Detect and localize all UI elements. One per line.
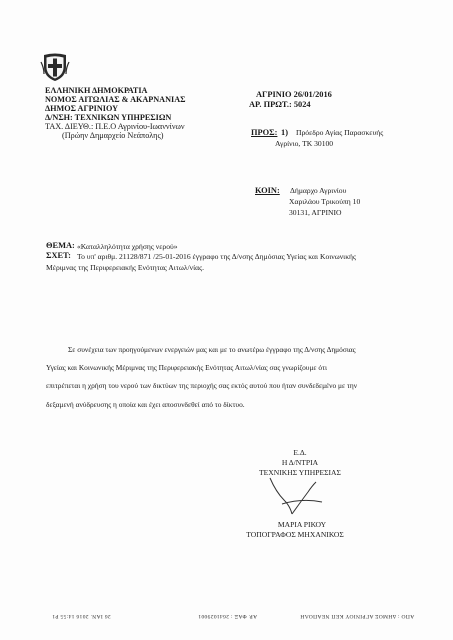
signatory-name: ΜΑΡΙΑ ΡΙΚΟΥ <box>277 520 327 529</box>
header-address-note: (Πρώην Δημαρχείο Νεάπολης) <box>62 131 164 140</box>
body-line-3: επιτρέπεται η χρήση του νερού των δικτύων της περιοχής σας εκτός αυτού που ήταν συνδεδεμένο με την <box>46 381 358 390</box>
to-label: ΠΡΟΣ: <box>251 128 278 137</box>
to-address: Αγρίνιο, ΤΚ 30100 <box>275 139 334 148</box>
subject-label: ΘΕΜΑ: <box>46 241 75 250</box>
subject-text: «Καταλληλότητα χρήσης νερού» <box>77 242 178 251</box>
body-line-2: Υγείας και Κοινωνικής Μέριμνας της Περιφερειακής Ενότητας Αιτωλ/νίας σας γνωρίζουμε ότι <box>46 363 328 372</box>
reference-label: ΣΧΕΤ: <box>46 251 71 260</box>
signature-service: ΤΕΧΝΙΚΗΣ ΥΠΗΡΕΣΙΑΣ <box>259 468 341 477</box>
header-prefecture: ΝΟΜΟΣ ΑΙΤΩΛΙΑΣ & ΑΚΑΡΝΑΝΙΑΣ <box>45 95 186 104</box>
place-date: ΑΓΡΙΝΙΟ 26/01/2016 <box>256 90 332 99</box>
fax-footer-sender: ΑΠΟ : ΔΗΜΟΣ ΑΓΡΙΝΙΟΥ ΚΕΠ ΝΕΑΠΟΛΗ <box>300 613 415 619</box>
header-address: ΤΑΧ. ΔΙΕΥΘ.: Π.Ε.Ο Αγρινίου-Ιωαννίνων <box>45 122 185 131</box>
reference-line-1: Το υπ' αριθμ. 21128/871 /25-01-2016 έγγραφο της Δ/νσης Δημόσιας Υγείας και Κοινωνικής <box>77 252 356 261</box>
body-line-1: Σε συνέχεια των προηγούμενων ενεργειών μας και με το ανωτέρω έγγραφο της Δ/νσης Δημόσιας <box>68 345 356 354</box>
header-municipality: ΔΗΜΟΣ ΑΓΡΙΝΙΟΥ <box>45 104 119 113</box>
protocol-number: ΑΡ. ΠΡΩΤ.: 5024 <box>249 100 311 109</box>
cc-street: Χαριλάου Τρικούπη 10 <box>289 197 361 206</box>
reference-line-2: Μέριμνας της Περιφερειακής Ενότητας Αιτωλ/νίας. <box>46 263 205 272</box>
to-name: Πρόεδρο Αγίας Παρασκευής <box>296 128 384 137</box>
signatory-title: ΤΟΠΟΓΡΑΦΟΣ ΜΗΧΑΝΙΚΟΣ <box>246 530 344 539</box>
handwritten-signature <box>262 470 342 520</box>
header-country: ΕΛΛΗΝΙΚΗ ΔΗΜΟΚΡΑΤΙΑ <box>45 86 148 95</box>
fax-footer-time: 26 ΙΑΝ. 2016 14:55 P1 <box>52 613 111 619</box>
cc-label: ΚΟΙΝ: <box>255 186 280 195</box>
signature-ed: Ε.Δ. <box>293 448 307 457</box>
body-line-4: δεξαμενή ανύδρευσης η οποία και έχει αποσυνδεθεί από το δίκτυο. <box>46 400 245 409</box>
to-number: 1) <box>281 128 288 137</box>
greek-coat-of-arms-emblem <box>40 52 70 82</box>
cc-city: 30131, ΑΓΡΙΝΙΟ <box>289 208 342 217</box>
signature-director-title: Η Δ/ΝΤΡΙΑ <box>281 458 319 467</box>
header-department: Δ/ΝΣΗ: ΤΕΧΝΙΚΩΝ ΥΠΗΡΕΣΙΩΝ <box>45 113 172 122</box>
fax-footer-fax-number: ΑΡ. ΦΑΞ : 2641029001 <box>198 613 258 619</box>
cc-name: Δήμαρχο Αγρινίου <box>290 186 347 195</box>
